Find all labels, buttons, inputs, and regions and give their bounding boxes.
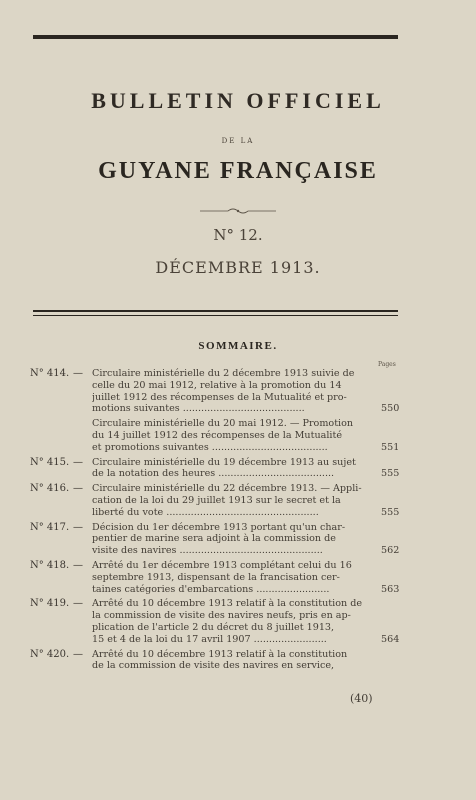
toc-entry-line: Circulaire ministérielle du 2 décembre 1913 suivie de: [92, 368, 355, 379]
toc-entry-text: [92, 598, 376, 645]
toc-entry-dash: —: [73, 648, 83, 660]
toc-entry-line: motions suivantes ........................................: [92, 403, 305, 415]
toc-entry-page: 564: [381, 633, 400, 645]
toc-entry-number: N° 415.: [30, 456, 70, 468]
toc-entry: [0, 522, 476, 557]
toc-entry-number: N° 420.: [30, 648, 70, 660]
toc-entry-line: liberté du vote ..................................................: [92, 506, 319, 518]
toc-entry-line: Circulaire ministérielle du 19 décembre 1913 au sujet: [92, 456, 356, 468]
toc-entry: [0, 418, 476, 453]
toc-entry: [0, 457, 476, 481]
toc-entry-line: du 14 juillet 1912 des récompenses de la Mutualité: [92, 429, 343, 441]
toc-entry: [0, 598, 476, 645]
toc-entry-line: cation de la loi du 29 juillet 1913 sur le secret et la: [92, 494, 341, 506]
toc-entry-page: 555: [381, 506, 400, 518]
double-rule-top: [33, 310, 398, 312]
toc-entry-number: N° 419.: [30, 598, 70, 610]
toc-entry-page: 562: [381, 545, 400, 557]
toc-entry: [0, 368, 476, 415]
toc-entry-dash: —: [73, 456, 83, 468]
pages-column-header: Pages: [378, 361, 396, 368]
toc-entry-dash: —: [73, 559, 83, 571]
toc-entry-number: N° 416.: [30, 483, 70, 495]
toc-entry-text: [92, 522, 376, 557]
toc-entry-dash: —: [73, 598, 83, 610]
toc-entry-line: Décision du 1er décembre 1913 portant qu'un char-: [92, 521, 346, 533]
issue-date: DÉCEMBRE 1913.: [155, 258, 321, 277]
toc-entry-line: 15 et 4 de la loi du 17 avril 1907 ........................: [92, 633, 327, 645]
toc-entry-text: [92, 457, 376, 481]
toc-entry-text: [92, 418, 376, 453]
toc-entry-line: pentier de marine sera adjoint à la commission de: [92, 533, 336, 545]
toc-entry-number: N° 417.: [30, 521, 70, 533]
toc-entry-line: Circulaire ministérielle du 20 mai 1912. — Promotion: [92, 418, 354, 430]
double-rule-bottom: [33, 315, 398, 316]
toc-entry-line: taines catégories d'embarcations ........................: [92, 583, 330, 595]
issue-number: N° 12.: [213, 226, 263, 244]
toc-entry-text: [92, 483, 376, 518]
toc-entry-line: Arrêté du 10 décembre 1913 relatif à la constitution: [92, 648, 348, 660]
toc-entry-number: N° 414.: [30, 368, 70, 379]
toc-entry: [0, 560, 476, 595]
toc-entry-page: 555: [381, 468, 400, 480]
toc-entry: [0, 483, 476, 518]
toc-entry-line: Arrêté du 10 décembre 1913 relatif à la constitution de: [92, 598, 363, 610]
toc-entry-line: septembre 1913, dispensant de la francisation cer-: [92, 571, 340, 583]
toc-entry-line: de la notation des heures ......................................: [92, 468, 335, 480]
toc-entry-text: [92, 649, 376, 673]
toc-entry-line: celle du 20 mai 1912, relative à la promotion du 14: [92, 379, 342, 391]
sommaire-heading: SOMMAIRE.: [198, 340, 278, 352]
toc-entry-text: [92, 368, 376, 415]
toc-entry-dash: —: [73, 521, 83, 533]
ornament-divider: [0, 201, 476, 220]
toc-entry-number: N° 418.: [30, 559, 70, 571]
toc-entry: [0, 649, 476, 673]
toc-entry-dash: —: [73, 368, 83, 379]
toc-entry-text: [92, 560, 376, 595]
toc-entry-line: la commission de visite des navires neufs, pris en ap-: [92, 610, 351, 622]
toc-entry-page: 551: [381, 441, 400, 453]
toc-entry-line: de la commission de visite des navires en service,: [92, 660, 335, 672]
bulletin-title: BULLETIN OFFICIEL: [91, 88, 385, 113]
de-la-label: DE LA: [221, 137, 255, 145]
toc-entry-line: Arrêté du 1er décembre 1913 complétant celui du 16: [92, 559, 352, 571]
toc-entry-line: Circulaire ministérielle du 22 décembre 1913. — Appli-: [92, 483, 362, 495]
top-rule: [33, 35, 398, 39]
toc-entry-line: visite des navires ...............................................: [92, 545, 323, 557]
colony-title: GUYANE FRANÇAISE: [98, 158, 378, 184]
toc-entry-page: 550: [381, 403, 400, 415]
toc-entry-line: juillet 1912 des récompenses de la Mutualité et pro-: [92, 391, 347, 403]
toc-entry-line: et promotions suivantes ......................................: [92, 441, 328, 453]
table-of-contents: [0, 368, 476, 675]
toc-entry-line: plication de l'article 2 du décret du 8 juillet 1913,: [92, 621, 335, 633]
page-folio: (40): [350, 692, 373, 705]
toc-entry-dash: —: [73, 483, 83, 495]
toc-entry-page: 563: [381, 583, 400, 595]
